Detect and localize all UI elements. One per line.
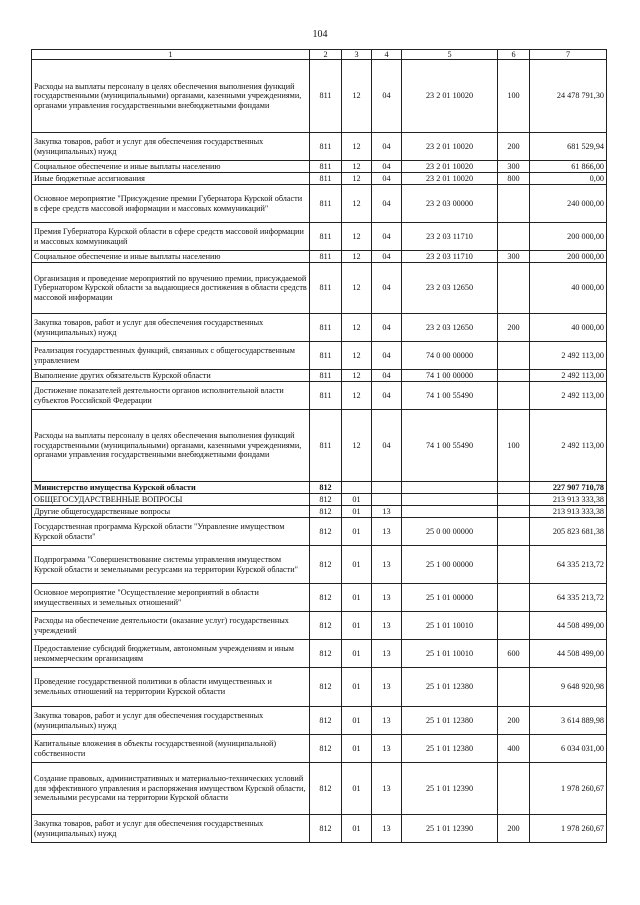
- expense-type-code: [498, 612, 530, 640]
- amount: 40 000,00: [530, 314, 607, 342]
- row-name: Расходы на выплаты персоналу в целях обеспечения выполнения функций государственными (муниципальными) органами, казенными учреждениями, органами управления государственными внебюджетными фондами: [32, 60, 310, 133]
- subsection-code: [372, 494, 402, 506]
- amount: 1 978 260,67: [530, 815, 607, 843]
- subsection-code: 04: [372, 342, 402, 370]
- table-row: [32, 410, 607, 482]
- expense-type-code: 600: [498, 640, 530, 668]
- row-name: Предоставление субсидий бюджетным, автономным учреждениям и иным некоммерческим организациям: [32, 640, 310, 668]
- section-code: [342, 482, 372, 494]
- target-article-code: 74 1 00 55490: [402, 410, 498, 482]
- expense-type-code: [498, 518, 530, 546]
- section-code: 12: [342, 314, 372, 342]
- row-name: Капитальные вложения в объекты государственной (муниципальной) собственности: [32, 735, 310, 763]
- amount: 213 913 333,38: [530, 494, 607, 506]
- column-number-row: [32, 50, 607, 60]
- target-article-code: 23 2 01 10020: [402, 173, 498, 185]
- grbs-code: 811: [310, 223, 342, 251]
- subsection-code: 13: [372, 640, 402, 668]
- subsection-code: 13: [372, 735, 402, 763]
- amount: 64 335 213,72: [530, 546, 607, 584]
- row-name: Закупка товаров, работ и услуг для обеспечения государственных (муниципальных) нужд: [32, 133, 310, 161]
- table-row: [32, 223, 607, 251]
- grbs-code: 812: [310, 546, 342, 584]
- grbs-code: 812: [310, 735, 342, 763]
- row-name: Закупка товаров, работ и услуг для обеспечения государственных (муниципальных) нужд: [32, 707, 310, 735]
- target-article-code: 23 2 03 12650: [402, 263, 498, 314]
- subsection-code: 04: [372, 370, 402, 382]
- table-row: [32, 612, 607, 640]
- target-article-code: 25 1 01 12380: [402, 668, 498, 707]
- table-row: [32, 133, 607, 161]
- table-row: [32, 185, 607, 223]
- expense-type-code: 300: [498, 251, 530, 263]
- amount: 205 823 681,38: [530, 518, 607, 546]
- subsection-code: 13: [372, 506, 402, 518]
- grbs-code: 812: [310, 763, 342, 815]
- row-name: Достижение показателей деятельности органов исполнительной власти субъектов Российской Федерации: [32, 382, 310, 410]
- target-article-code: [402, 494, 498, 506]
- amount: 240 000,00: [530, 185, 607, 223]
- column-number: 6: [498, 50, 530, 60]
- section-code: 12: [342, 410, 372, 482]
- amount: 64 335 213,72: [530, 584, 607, 612]
- row-name: ОБЩЕГОСУДАРСТВЕННЫЕ ВОПРОСЫ: [32, 494, 310, 506]
- table-row: [32, 707, 607, 735]
- section-code: 12: [342, 161, 372, 173]
- target-article-code: 25 1 01 12380: [402, 707, 498, 735]
- subsection-code: 13: [372, 546, 402, 584]
- section-code: 01: [342, 815, 372, 843]
- table-row: [32, 482, 607, 494]
- amount: 61 866,00: [530, 161, 607, 173]
- grbs-code: 811: [310, 342, 342, 370]
- table-row: [32, 494, 607, 506]
- target-article-code: 23 2 03 11710: [402, 251, 498, 263]
- section-code: 12: [342, 60, 372, 133]
- grbs-code: 811: [310, 161, 342, 173]
- section-code: 01: [342, 518, 372, 546]
- section-code: 12: [342, 251, 372, 263]
- subsection-code: [372, 482, 402, 494]
- section-code: 01: [342, 735, 372, 763]
- target-article-code: 23 2 03 12650: [402, 314, 498, 342]
- grbs-code: 812: [310, 482, 342, 494]
- grbs-code: 811: [310, 185, 342, 223]
- grbs-code: 811: [310, 251, 342, 263]
- section-code: 01: [342, 668, 372, 707]
- subsection-code: 04: [372, 223, 402, 251]
- row-name: Государственная программа Курской области "Управление имуществом Курской области": [32, 518, 310, 546]
- subsection-code: 04: [372, 133, 402, 161]
- amount: 200 000,00: [530, 251, 607, 263]
- amount: 3 614 889,98: [530, 707, 607, 735]
- grbs-code: 812: [310, 518, 342, 546]
- table-row: [32, 314, 607, 342]
- amount: 227 907 710,78: [530, 482, 607, 494]
- expense-type-code: 200: [498, 815, 530, 843]
- table-row: [32, 251, 607, 263]
- row-name: Расходы на обеспечение деятельности (оказание услуг) государственных учреждений: [32, 612, 310, 640]
- amount: 2 492 113,00: [530, 370, 607, 382]
- amount: 9 648 920,98: [530, 668, 607, 707]
- target-article-code: 25 1 01 12390: [402, 815, 498, 843]
- table-row: [32, 382, 607, 410]
- grbs-code: 812: [310, 815, 342, 843]
- expense-type-code: 400: [498, 735, 530, 763]
- section-code: 01: [342, 546, 372, 584]
- subsection-code: 04: [372, 161, 402, 173]
- table-row: [32, 546, 607, 584]
- target-article-code: 23 2 03 00000: [402, 185, 498, 223]
- subsection-code: 04: [372, 314, 402, 342]
- amount: 24 478 791,30: [530, 60, 607, 133]
- column-number: 4: [372, 50, 402, 60]
- subsection-code: 13: [372, 668, 402, 707]
- amount: 0,00: [530, 173, 607, 185]
- target-article-code: 25 1 01 10010: [402, 640, 498, 668]
- grbs-code: 811: [310, 382, 342, 410]
- row-name: Иные бюджетные ассигнования: [32, 173, 310, 185]
- table-row: [32, 735, 607, 763]
- amount: 1 978 260,67: [530, 763, 607, 815]
- target-article-code: 25 1 01 12390: [402, 763, 498, 815]
- grbs-code: 811: [310, 263, 342, 314]
- expense-type-code: [498, 223, 530, 251]
- section-code: 01: [342, 506, 372, 518]
- subsection-code: 13: [372, 612, 402, 640]
- table-row: [32, 640, 607, 668]
- row-name: Основное мероприятие "Осуществление мероприятий в области имущественных и земельных отношений": [32, 584, 310, 612]
- expense-type-code: [498, 763, 530, 815]
- grbs-code: 811: [310, 133, 342, 161]
- section-code: 12: [342, 223, 372, 251]
- expense-type-code: [498, 185, 530, 223]
- target-article-code: 23 2 03 11710: [402, 223, 498, 251]
- table-row: [32, 60, 607, 133]
- amount: 2 492 113,00: [530, 410, 607, 482]
- expense-type-code: 300: [498, 161, 530, 173]
- expense-type-code: 200: [498, 133, 530, 161]
- amount: 40 000,00: [530, 263, 607, 314]
- expense-type-code: [498, 263, 530, 314]
- subsection-code: 04: [372, 60, 402, 133]
- amount: 6 034 031,00: [530, 735, 607, 763]
- target-article-code: 25 1 01 00000: [402, 584, 498, 612]
- grbs-code: 812: [310, 668, 342, 707]
- section-code: 12: [342, 185, 372, 223]
- target-article-code: 23 2 01 10020: [402, 161, 498, 173]
- subsection-code: 04: [372, 173, 402, 185]
- row-name: Выполнение других обязательств Курской области: [32, 370, 310, 382]
- table-row: [32, 815, 607, 843]
- grbs-code: 811: [310, 370, 342, 382]
- grbs-code: 812: [310, 640, 342, 668]
- section-code: 12: [342, 173, 372, 185]
- subsection-code: 04: [372, 185, 402, 223]
- subsection-code: 13: [372, 815, 402, 843]
- row-name: Расходы на выплаты персоналу в целях обеспечения выполнения функций государственными (муниципальными) органами, казенными учреждениями, органами управления государственными внебюджетными фондами: [32, 410, 310, 482]
- row-name: Основное мероприятие "Присуждение премии Губернатора Курской области в сфере средств массовой информации и массовых коммуникаций": [32, 185, 310, 223]
- subsection-code: 04: [372, 251, 402, 263]
- section-code: 01: [342, 584, 372, 612]
- table-row: [32, 342, 607, 370]
- target-article-code: 25 1 01 12380: [402, 735, 498, 763]
- grbs-code: 812: [310, 584, 342, 612]
- expense-type-code: 800: [498, 173, 530, 185]
- section-code: 12: [342, 133, 372, 161]
- subsection-code: 13: [372, 707, 402, 735]
- column-number: 2: [310, 50, 342, 60]
- grbs-code: 811: [310, 314, 342, 342]
- column-number: 7: [530, 50, 607, 60]
- table-row: [32, 370, 607, 382]
- section-code: 01: [342, 707, 372, 735]
- expense-type-code: [498, 506, 530, 518]
- row-name: Закупка товаров, работ и услуг для обеспечения государственных (муниципальных) нужд: [32, 314, 310, 342]
- amount: 2 492 113,00: [530, 342, 607, 370]
- target-article-code: 74 1 00 00000: [402, 370, 498, 382]
- column-number: 3: [342, 50, 372, 60]
- column-number: 1: [32, 50, 310, 60]
- table-row: [32, 584, 607, 612]
- section-code: 12: [342, 342, 372, 370]
- grbs-code: 811: [310, 410, 342, 482]
- amount: 2 492 113,00: [530, 382, 607, 410]
- section-code: 01: [342, 494, 372, 506]
- row-name: Другие общегосударственные вопросы: [32, 506, 310, 518]
- row-name: Реализация государственных функций, связанных с общегосударственным управлением: [32, 342, 310, 370]
- column-number: 5: [402, 50, 498, 60]
- target-article-code: 74 0 00 00000: [402, 342, 498, 370]
- grbs-code: 811: [310, 60, 342, 133]
- target-article-code: 25 0 00 00000: [402, 518, 498, 546]
- section-code: 12: [342, 263, 372, 314]
- subsection-code: 13: [372, 763, 402, 815]
- section-code: 01: [342, 763, 372, 815]
- amount: 200 000,00: [530, 223, 607, 251]
- grbs-code: 812: [310, 707, 342, 735]
- table-row: [32, 161, 607, 173]
- amount: 44 508 499,00: [530, 640, 607, 668]
- expense-type-code: [498, 584, 530, 612]
- target-article-code: 23 2 01 10020: [402, 60, 498, 133]
- expense-type-code: [498, 370, 530, 382]
- row-name: Министерство имущества Курской области: [32, 482, 310, 494]
- section-code: 01: [342, 640, 372, 668]
- budget-table: [31, 49, 607, 843]
- amount: 213 913 333,38: [530, 506, 607, 518]
- target-article-code: 74 1 00 55490: [402, 382, 498, 410]
- table-row: [32, 173, 607, 185]
- row-name: Социальное обеспечение и иные выплаты населению: [32, 161, 310, 173]
- table-row: [32, 668, 607, 707]
- grbs-code: 812: [310, 494, 342, 506]
- expense-type-code: [498, 382, 530, 410]
- row-name: Социальное обеспечение и иные выплаты населению: [32, 251, 310, 263]
- expense-type-code: [498, 546, 530, 584]
- table-row: [32, 506, 607, 518]
- table-row: [32, 518, 607, 546]
- expense-type-code: 100: [498, 60, 530, 133]
- grbs-code: 812: [310, 612, 342, 640]
- row-name: Премия Губернатора Курской области в сфере средств массовой информации и массовых коммуникаций: [32, 223, 310, 251]
- amount: 681 529,94: [530, 133, 607, 161]
- target-article-code: [402, 506, 498, 518]
- target-article-code: [402, 482, 498, 494]
- subsection-code: 04: [372, 382, 402, 410]
- expense-type-code: [498, 668, 530, 707]
- section-code: 12: [342, 370, 372, 382]
- expense-type-code: [498, 482, 530, 494]
- subsection-code: 04: [372, 263, 402, 314]
- row-name: Создание правовых, административных и материально-технических условий для эффективного управления и распоряжения имуществом Курской области, земельными ресурсами на территории Курской области: [32, 763, 310, 815]
- section-code: 01: [342, 612, 372, 640]
- row-name: Организация и проведение мероприятий по вручению премии, присуждаемой Губернатором Курской области за выдающиеся достижения в области средств массовой информации: [32, 263, 310, 314]
- expense-type-code: 100: [498, 410, 530, 482]
- expense-type-code: 200: [498, 707, 530, 735]
- expense-type-code: [498, 494, 530, 506]
- target-article-code: 23 2 01 10020: [402, 133, 498, 161]
- row-name: Проведение государственной политики в области имущественных и земельных отношений на территории Курской области: [32, 668, 310, 707]
- row-name: Закупка товаров, работ и услуг для обеспечения государственных (муниципальных) нужд: [32, 815, 310, 843]
- grbs-code: 811: [310, 173, 342, 185]
- table-row: [32, 263, 607, 314]
- grbs-code: 812: [310, 506, 342, 518]
- page-number: 104: [312, 29, 328, 40]
- subsection-code: 13: [372, 584, 402, 612]
- row-name: Подпрограмма "Совершенствование системы управления имуществом Курской области и земельными ресурсами на территории Курской области": [32, 546, 310, 584]
- amount: 44 508 499,00: [530, 612, 607, 640]
- section-code: 12: [342, 382, 372, 410]
- expense-type-code: [498, 342, 530, 370]
- target-article-code: 25 1 00 00000: [402, 546, 498, 584]
- expense-type-code: 200: [498, 314, 530, 342]
- table-row: [32, 763, 607, 815]
- subsection-code: 13: [372, 518, 402, 546]
- subsection-code: 04: [372, 410, 402, 482]
- target-article-code: 25 1 01 10010: [402, 612, 498, 640]
